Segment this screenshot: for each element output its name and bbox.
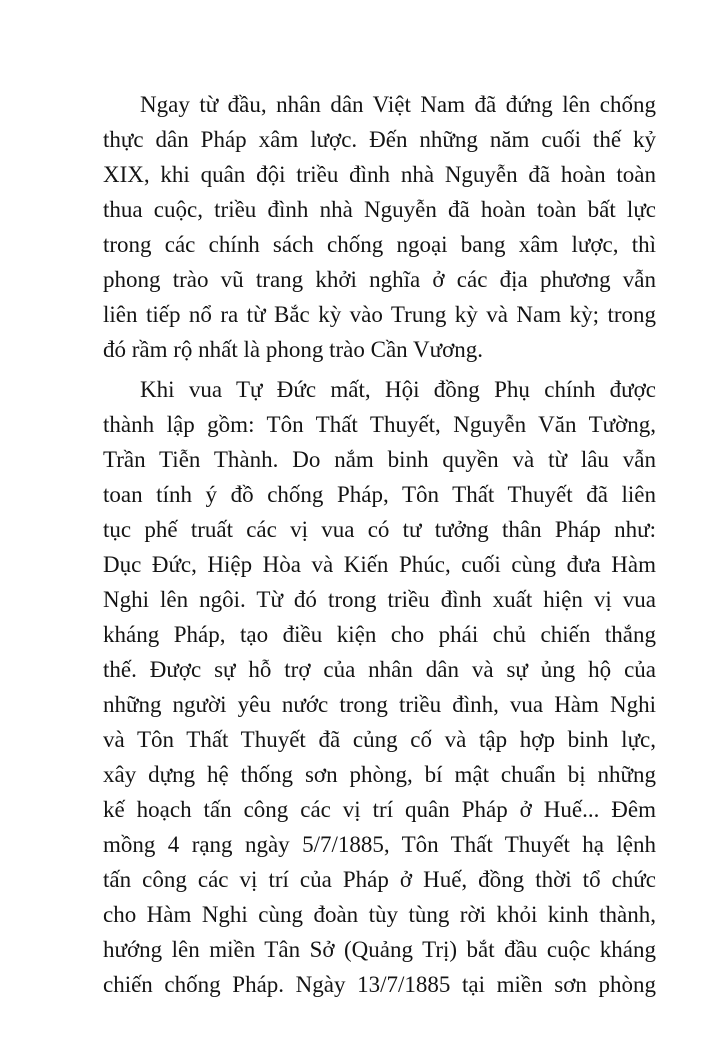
paragraph-line: chiến chống Pháp. Ngày 13/7/1885 tại miền sơn phòng <box>103 972 656 997</box>
paragraph-line: đó rầm rộ nhất là phong trào Cần Vương. <box>103 337 483 362</box>
paragraph-line: và Tôn Thất Thuyết đã củng cố và tập hợp binh lực, <box>103 727 656 752</box>
paragraph-line: mồng 4 rạng ngày 5/7/1885, Tôn Thất Thuyết hạ lệnh <box>103 832 656 857</box>
paragraph-line: những người yêu nước trong triều đình, vua Hàm Nghi <box>103 692 656 717</box>
paragraph-line: thua cuộc, triều đình nhà Nguyễn đã hoàn toàn bất lực <box>103 197 656 222</box>
paragraph-line: phong trào vũ trang khởi nghĩa ở các địa phương vẫn <box>103 267 656 292</box>
paragraph-line: tục phế truất các vị vua có tư tưởng thân Pháp như: <box>103 517 656 542</box>
paragraph-line: kháng Pháp, tạo điều kiện cho phái chủ chiến thắng <box>103 622 656 647</box>
paragraph-line: xây dựng hệ thống sơn phòng, bí mật chuẩn bị những <box>103 762 656 787</box>
paragraph-line: toan tính ý đồ chống Pháp, Tôn Thất Thuyết đã liên <box>103 482 656 507</box>
paragraph-line: cho Hàm Nghi cùng đoàn tùy tùng rời khỏi kinh thành, <box>103 902 656 927</box>
paragraph-line: kế hoạch tấn công các vị trí quân Pháp ở Huế... Đêm <box>103 797 656 822</box>
paragraph-line: tấn công các vị trí của Pháp ở Huế, đồng thời tổ chức <box>103 867 656 892</box>
paragraph-line: Khi vua Tự Đức mất, Hội đồng Phụ chính được <box>140 377 656 402</box>
paragraph-line: Dục Đức, Hiệp Hòa và Kiến Phúc, cuối cùng đưa Hàm <box>103 552 656 577</box>
paragraph-line: hướng lên miền Tân Sở (Quảng Trị) bắt đầu cuộc kháng <box>103 937 656 962</box>
paragraph-line: liên tiếp nổ ra từ Bắc kỳ vào Trung kỳ và Nam kỳ; trong <box>103 302 656 327</box>
paragraph-line: Ngay từ đầu, nhân dân Việt Nam đã đứng lên chống <box>140 92 656 117</box>
paragraph-line: thực dân Pháp xâm lược. Đến những năm cuối thế kỷ <box>103 127 656 152</box>
paragraph-line: Nghi lên ngôi. Từ đó trong triều đình xuất hiện vị vua <box>103 587 656 612</box>
paragraph-line: XIX, khi quân đội triều đình nhà Nguyễn đã hoàn toàn <box>103 162 656 187</box>
paragraph-line: Trần Tiễn Thành. Do nắm binh quyền và từ lâu vẫn <box>103 447 656 472</box>
paragraph-line: thế. Được sự hỗ trợ của nhân dân và sự ủng hộ của <box>103 657 656 682</box>
paragraph-line: trong các chính sách chống ngoại bang xâm lược, thì <box>103 232 656 257</box>
paragraph-line: thành lập gồm: Tôn Thất Thuyết, Nguyễn Văn Tường, <box>103 412 656 437</box>
